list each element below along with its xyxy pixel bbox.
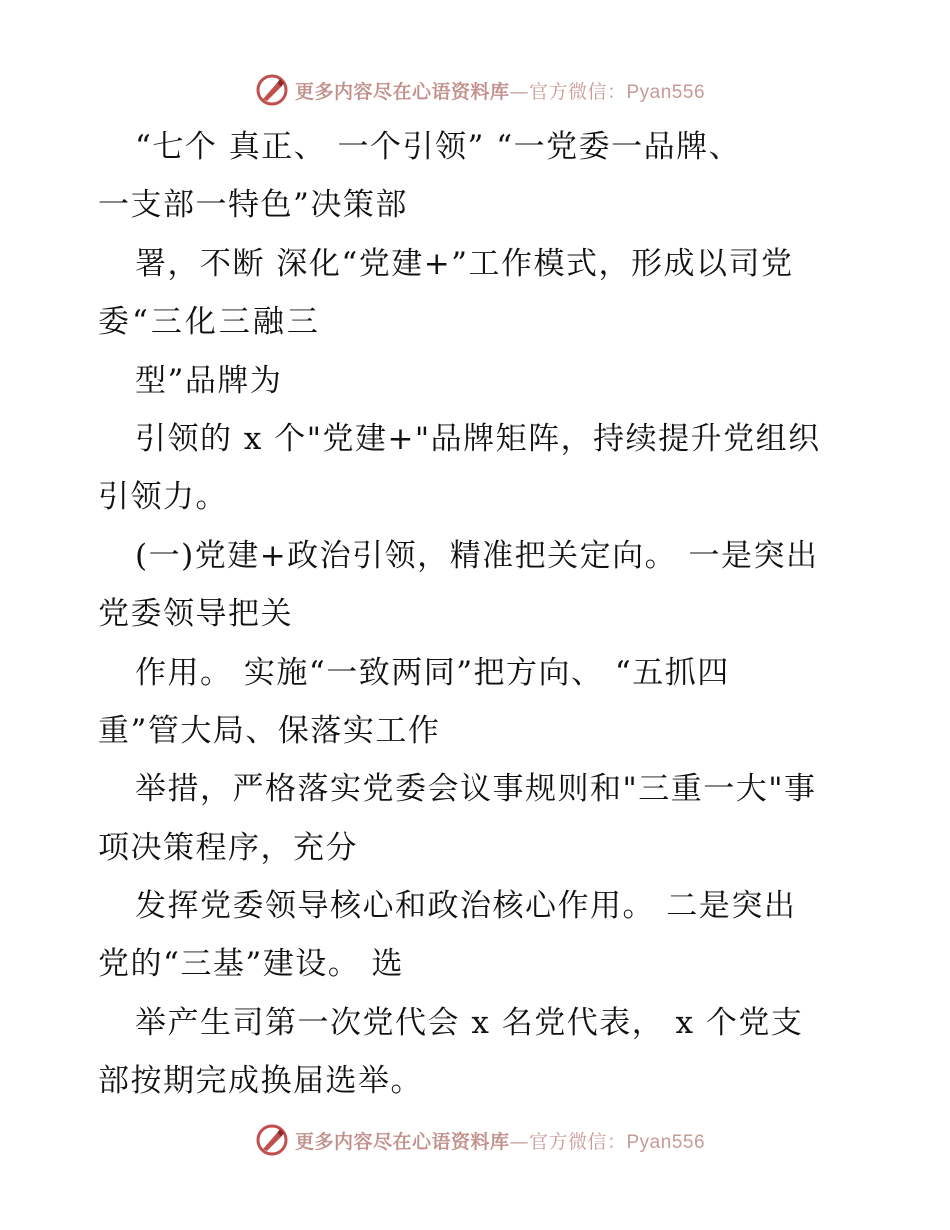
text-line: 项决策程序，充分 <box>98 829 358 866</box>
watermark-text: 更多内容尽在心语资料库—官方微信：Pyan556 <box>294 80 706 103</box>
text-line: “七个 真正、 一个引领” “一党委一品牌、 <box>135 129 742 165</box>
text-line: 重”管大局、保落实工作 <box>98 712 441 749</box>
text-line: 发挥党委领导核心和政治核心作用。 二是突出 <box>135 888 797 925</box>
watermark-text: 更多内容尽在心语资料库—官方微信：Pyan556 <box>294 1130 706 1153</box>
text-line: 委“三化三融三 <box>98 304 321 341</box>
header-watermark <box>0 70 950 110</box>
text-line: 型”品牌为 <box>135 362 283 399</box>
text-line: 党的“三基”建设。 选 <box>98 946 405 983</box>
text-line: 举产生司第一次党代会 x 名党代表， x 个党支 <box>135 1004 804 1041</box>
brand-logo-icon <box>255 1123 289 1157</box>
text-line: 党委领导把关 <box>98 596 293 633</box>
footer-watermark <box>0 1120 950 1160</box>
text-line: 引领的 x 个"党建+"品牌矩阵，持续提升党组织 <box>135 420 821 457</box>
text-line: 一支部一特色”决策部 <box>98 187 408 224</box>
text-line: 署，不断 深化“党建+”工作模式，形成以司党 <box>135 245 794 282</box>
document-body <box>98 118 858 1111</box>
text-line: 作用。 实施“一致两同”把方向、 “五抓四 <box>135 654 730 691</box>
text-line: 举措，严格落实党委会议事规则和"三重一大"事 <box>135 771 817 808</box>
text-line: 引领力。 <box>98 479 228 516</box>
brand-logo-icon <box>255 73 289 107</box>
text-line: (一)党建+政治引领，精准把关定向。 一是突出 <box>135 537 819 574</box>
text-line: 部按期完成换届选举。 <box>98 1063 423 1100</box>
